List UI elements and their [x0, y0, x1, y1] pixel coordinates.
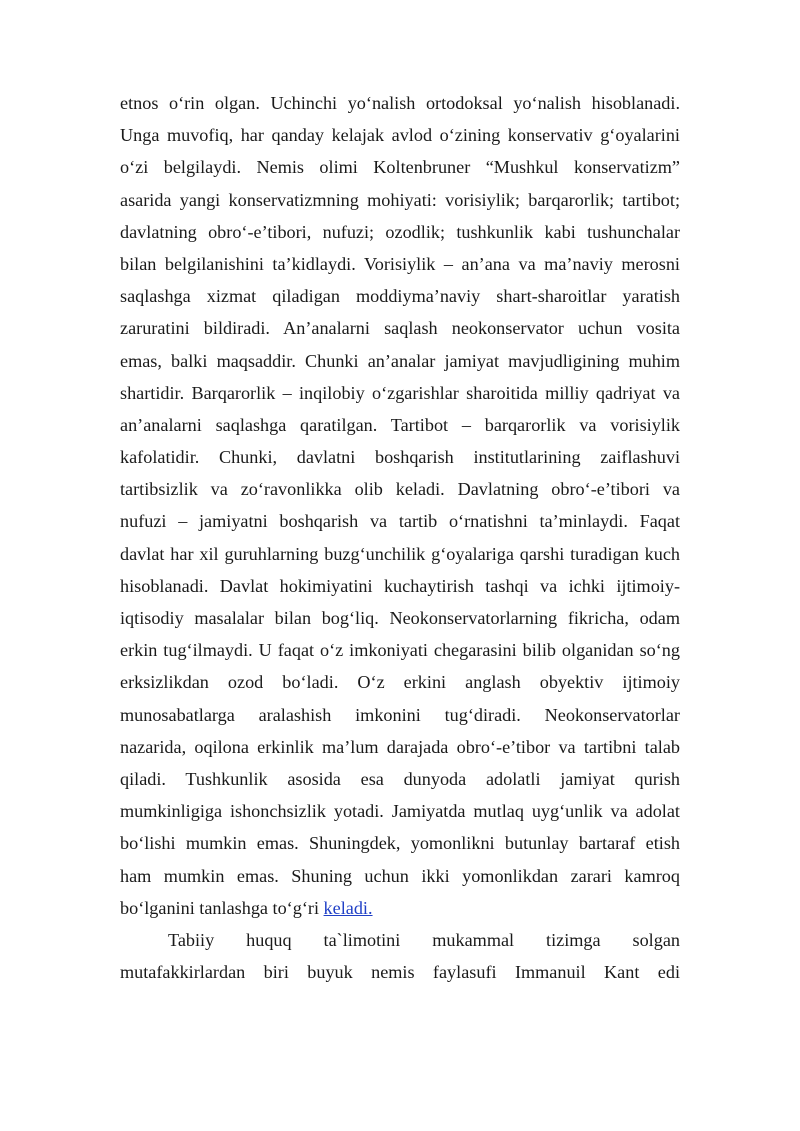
text-span: bo‘lganini tanlashga to‘g‘ri — [120, 897, 324, 918]
text-line: qiladi. Tushkunlik asosida esa dunyoda adolatli jamiyat qurish — [120, 768, 680, 789]
text-line: munosabatlarga aralashish imkonini tug‘diradi. Neokonservatorlar — [120, 704, 680, 725]
text-line: zaruratini bildiradi. An’analarni saqlash neokonservator uchun vosita — [120, 318, 680, 339]
paragraph-1 — [120, 87, 680, 924]
text-line: davlat har xil guruhlarning buzg‘unchilik g‘oyalariga qarshi turadigan kuch — [120, 543, 680, 564]
text-line: bilan belgilanishini ta’kidlaydi. Vorisiylik – an’ana va ma’naviy merosni — [120, 253, 680, 274]
text-line: bo‘lishi mumkin emas. Shuningdek, yomonlikni butunlay bartaraf etish — [120, 833, 680, 854]
text-line: hisoblanadi. Davlat hokimiyatini kuchaytirish tashqi va ichki ijtimoiy- — [120, 575, 680, 596]
text-line-indented: Tabiiy huquq ta`limotini mukammal tizimga solgan — [168, 929, 680, 950]
text-line-last — [120, 892, 680, 924]
paragraph-2 — [120, 924, 680, 988]
text-line: Unga muvofiq, har qanday kelajak avlod o‘zining konservativ g‘oyalarini — [120, 125, 680, 146]
text-line: nazarida, oqilona erkinlik ma’lum darajada obro‘-e’tibor va tartibni talab — [120, 736, 680, 757]
text-line: tartibsizlik va zo‘ravonlikka olib keladi. Davlatning obro‘-e’tibori va — [120, 479, 680, 500]
body-text — [120, 87, 680, 988]
text-line: nufuzi – jamiyatni boshqarish va tartib o‘rnatishni ta’minlaydi. Faqat — [120, 511, 680, 532]
text-line: erksizlikdan ozod bo‘ladi. O‘z erkini anglash obyektiv ijtimoiy — [120, 672, 680, 693]
text-line: emas, balki maqsaddir. Chunki an’analar jamiyat mavjudligining muhim — [120, 350, 680, 371]
text-line: o‘zi belgilaydi. Nemis olimi Koltenbruner “Mushkul konservatizm” — [120, 157, 680, 178]
text-line: mutafakkirlardan biri buyuk nemis faylasufi Immanuil Kant edi — [120, 962, 680, 983]
text-line: kafolatidir. Chunki, davlatni boshqarish institutlarining zaiflashuvi — [120, 447, 680, 468]
text-line: ham mumkin emas. Shuning uchun ikki yomonlikdan zarari kamroq — [120, 865, 680, 886]
text-line: etnos o‘rin olgan. Uchinchi yo‘nalish ortodoksal yo‘nalish hisoblanadi. — [120, 93, 680, 113]
text-line: erkin tug‘ilmaydi. U faqat o‘z imkoniyati chegarasini bilib olganidan so‘ng — [120, 640, 680, 661]
text-line: asarida yangi konservatizmning mohiyati: vorisiylik; barqarorlik; tartibot; — [120, 189, 680, 210]
text-line: mumkinligiga ishonchsizlik yotadi. Jamiyatda mutlaq uyg‘unlik va adolat — [120, 801, 680, 822]
text-line: an’analarni saqlashga qaratilgan. Tartibot – barqarorlik va vorisiylik — [120, 414, 680, 435]
text-line: iqtisodiy masalalar bilan bog‘liq. Neokonservatorlarning fikricha, odam — [120, 608, 680, 628]
text-line: saqlashga xizmat qiladigan moddiyma’naviy shart-sharoitlar yaratish — [120, 286, 680, 307]
text-line: davlatning obro‘-e’tibori, nufuzi; ozodlik; tushkunlik kabi tushunchalar — [120, 221, 680, 242]
text-line: shartidir. Barqarorlik – inqilobiy o‘zgarishlar sharoitida milliy qadriyat va — [120, 382, 680, 403]
keladi-link[interactable]: keladi. — [323, 897, 373, 918]
